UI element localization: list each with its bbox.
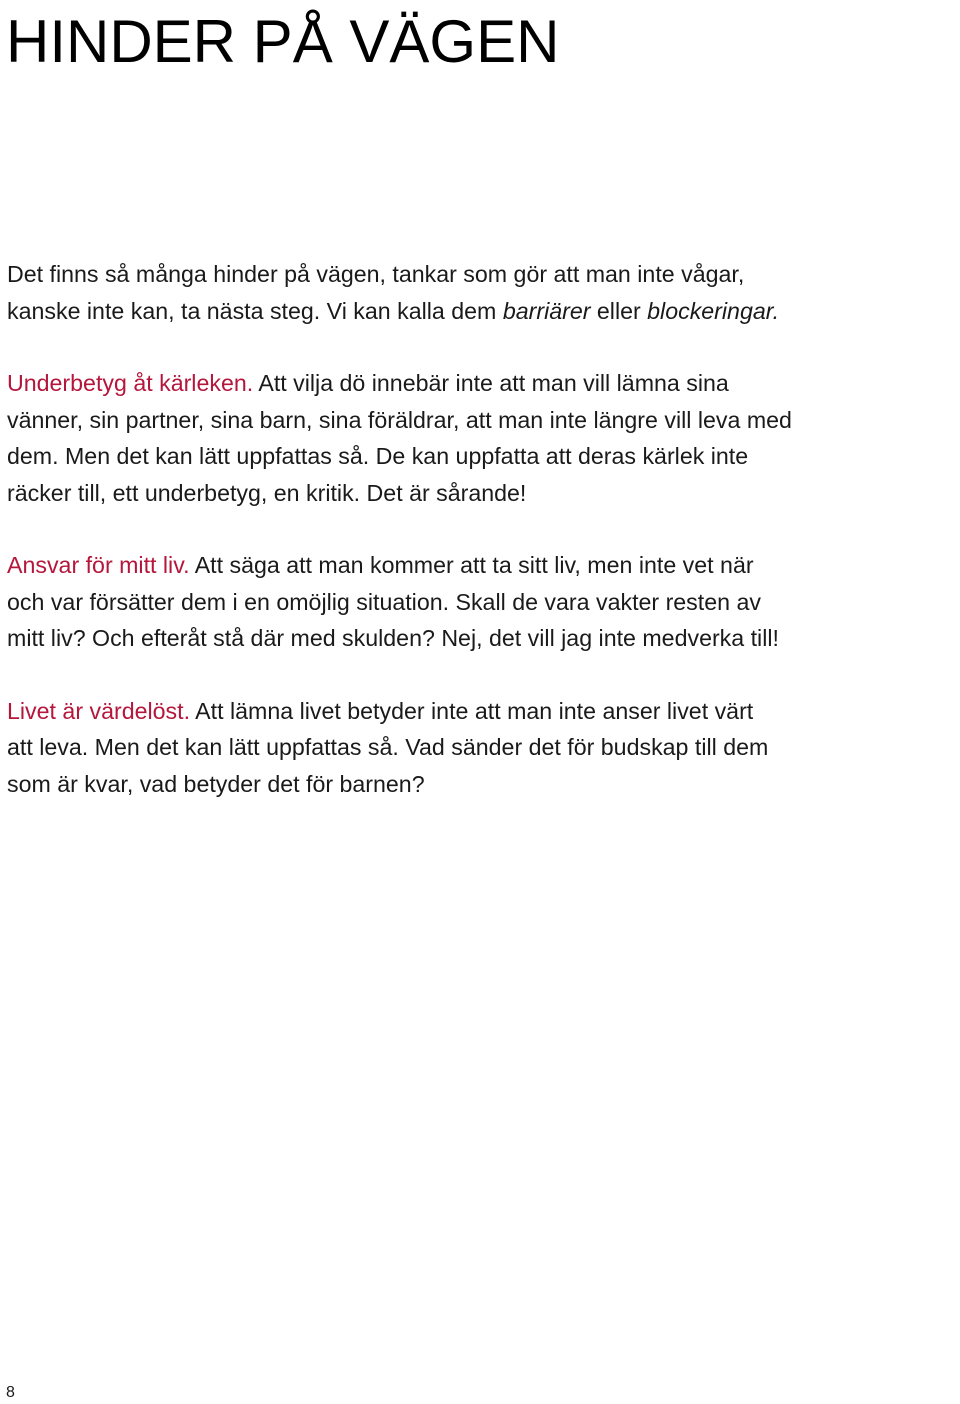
section-responsibility-line-1-rest: Att säga att man kommer att ta sitt liv, men inte vet när (189, 552, 754, 578)
page-title: HINDER PÅ VÄGEN (6, 8, 560, 75)
section-paragraph-worthless (7, 693, 957, 803)
section-love-line-2: vänner, sin partner, sina barn, sina föräldrar, att man inte längre vill leva med (7, 406, 792, 433)
section-worthless-line-2: att leva. Men det kan lätt uppfattas så. Vad sänder det för budskap till dem (7, 734, 769, 760)
section-heading-worthless: Livet är värdelöst. (7, 697, 191, 724)
section-paragraph-responsibility (7, 547, 957, 657)
section-worthless-line-1-rest: Att lämna livet betyder inte att man inte anser livet värt (190, 697, 754, 724)
section-love-line-1-rest: Att vilja dö innebär inte att man vill lämna sina (253, 370, 729, 396)
intro-emphasis-barriers: barriärer (502, 297, 591, 324)
section-heading-love: Underbetyg åt kärleken. (7, 370, 254, 396)
section-responsibility-line-2: och var försätter dem i en omöjlig situation. Skall de vara vakter resten av (7, 588, 761, 615)
section-love-line-3: dem. Men det kan lätt uppfattas så. De kan uppfatta att deras kärlek inte (7, 443, 749, 469)
intro-line-2 (7, 293, 957, 330)
page-number: 8 (6, 1384, 15, 1401)
section-love-line-4: räcker till, ett underbetyg, en kritik. Det är sårande! (7, 479, 527, 506)
section-worthless-line-1 (7, 693, 957, 730)
intro-line-2-mid: eller (590, 297, 648, 324)
section-heading-responsibility: Ansvar för mitt liv. (7, 552, 190, 578)
section-responsibility-line-1 (7, 547, 957, 584)
section-responsibility-line-3: mitt liv? Och efteråt stå där med skulden? Nej, det vill jag inte medverka till! (7, 625, 779, 651)
body-text (7, 256, 957, 838)
intro-line-1: Det finns så många hinder på vägen, tankar som gör att man inte vågar, (7, 261, 745, 287)
intro-line-2-start: kanske inte kan, ta nästa steg. Vi kan kalla dem (7, 297, 503, 324)
section-paragraph-love (7, 365, 957, 511)
intro-paragraph (7, 256, 957, 329)
section-worthless-line-3: som är kvar, vad betyder det för barnen? (7, 770, 425, 797)
intro-emphasis-blockings: blockeringar. (647, 297, 780, 324)
section-love-line-1 (7, 365, 957, 402)
